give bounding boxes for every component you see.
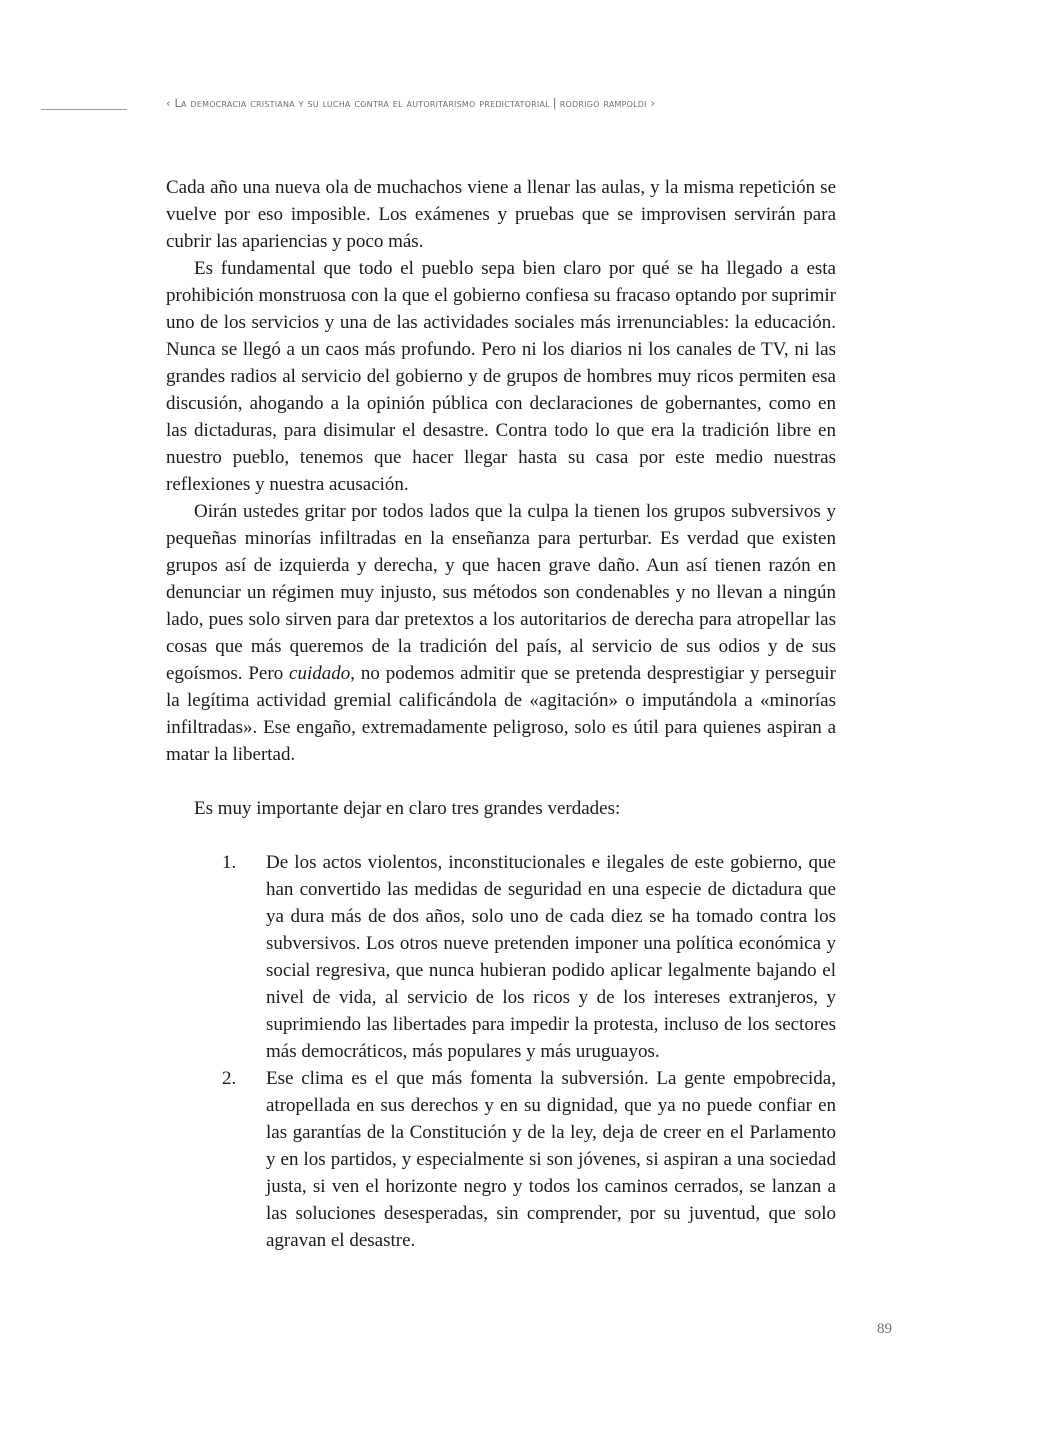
header-rule <box>41 109 127 110</box>
list-item <box>166 1065 836 1254</box>
list-item-text: Ese clima es el que más fomenta la subversión. La gente empobrecida, atropellada en sus derechos y en su dignidad, que ya no puede confiar en las garantías de la Constitución y de la ley, deja de creer en el Parlamento y en los partidos, y especialmente si son jóvenes, si aspiran a una sociedad justa, si ven el horizonte negro y todos los caminos cerrados, se lanzan a las soluciones desesperadas, sin comprender, por su juventud, que solo agravan el desastre. <box>266 1068 836 1251</box>
emphasis-cuidado: cuidado <box>289 663 351 684</box>
paragraph-prohibition: Es fundamental que todo el pueblo sepa bien claro por qué se ha llegado a esta prohibición monstruosa con la que el gobierno confiesa su fracaso optando por suprimir uno de los servicios y una de las actividades sociales más irrenunciables: la educación. Nunca se llegó a un caos más profundo. Pero ni los diarios ni los canales de TV, ni las grandes radios al servicio del gobierno y de grupos de hombres muy ricos permiten esa discusión, ahogando a la opinión pública con declaraciones de gobernantes, como en las dictaduras, para disimular el desastre. Contra todo lo que era la tradición libre en nuestro pueblo, tenemos que hacer llegar hasta su casa por este medio nuestras reflexiones y nuestra acusación. <box>166 258 836 495</box>
truths-list <box>166 849 836 1254</box>
header-separator: | <box>552 97 557 110</box>
body-text <box>166 174 836 1254</box>
page-number: 89 <box>877 1321 892 1337</box>
header-title: La democracia cristiana y su lucha contra el autoritarismo predictatorial <box>174 97 550 110</box>
header-open-mark: ‹ <box>166 97 171 110</box>
list-item-number: 2. <box>222 1068 237 1089</box>
paragraph-continuation: Cada año una nueva ola de muchachos viene a llenar las aulas, y la misma repetición se vuelve por eso imposible. Los exámenes y pruebas que se improvisen servirán para cubrir las apariencias y poco más. <box>166 177 836 252</box>
paragraph-list-intro: Es muy importante dejar en claro tres grandes verdades: <box>194 798 621 819</box>
header-close-mark: › <box>650 97 656 110</box>
paragraph-minorities-part-1: Oirán ustedes gritar por todos lados que la culpa la tienen los grupos subversivos y pequeñas minorías infiltradas en la enseñanza para perturbar. Es verdad que existen grupos así de izquierda y derecha, y que hacen grave daño. Aun así tienen razón en denunciar un régimen muy injusto, sus métodos son condenables y no llevan a ningún lado, pues solo sirven para dar pretextos a los autoritarios de derecha para atropellar las cosas que más queremos de la tradición del país, al servicio de sus odios y de sus egoísmos. Pero <box>166 501 836 684</box>
header-author: rodrigo rampoldi <box>559 97 647 110</box>
paragraph-minorities-part-2: , no podemos admitir que se pretenda desprestigiar y perseguir la legítima actividad gremial calificándola de «agitación» o imputándola a «minorías infiltradas». Ese engaño, extremadamente peligroso, solo es útil para quienes aspiran a matar la libertad. <box>166 663 837 765</box>
paragraph-minorities <box>166 498 836 768</box>
list-item-number: 1. <box>222 852 237 873</box>
list-item <box>166 849 836 1065</box>
running-header <box>166 97 866 110</box>
list-item-text: De los actos violentos, inconstitucionales e ilegales de este gobierno, que han convertido las medidas de seguridad en una especie de dictadura que ya dura más de dos años, solo uno de cada diez se ha tomado contra los subversivos. Los otros nueve pretenden imponer una política económica y social regresiva, que nunca hubieran podido aplicar legalmente bajando el nivel de vida, al servicio de los ricos y de los intereses extranjeros, y suprimiendo las libertades para impedir la protesta, incluso de los sectores más democráticos, más populares y más uruguayos. <box>266 852 836 1062</box>
